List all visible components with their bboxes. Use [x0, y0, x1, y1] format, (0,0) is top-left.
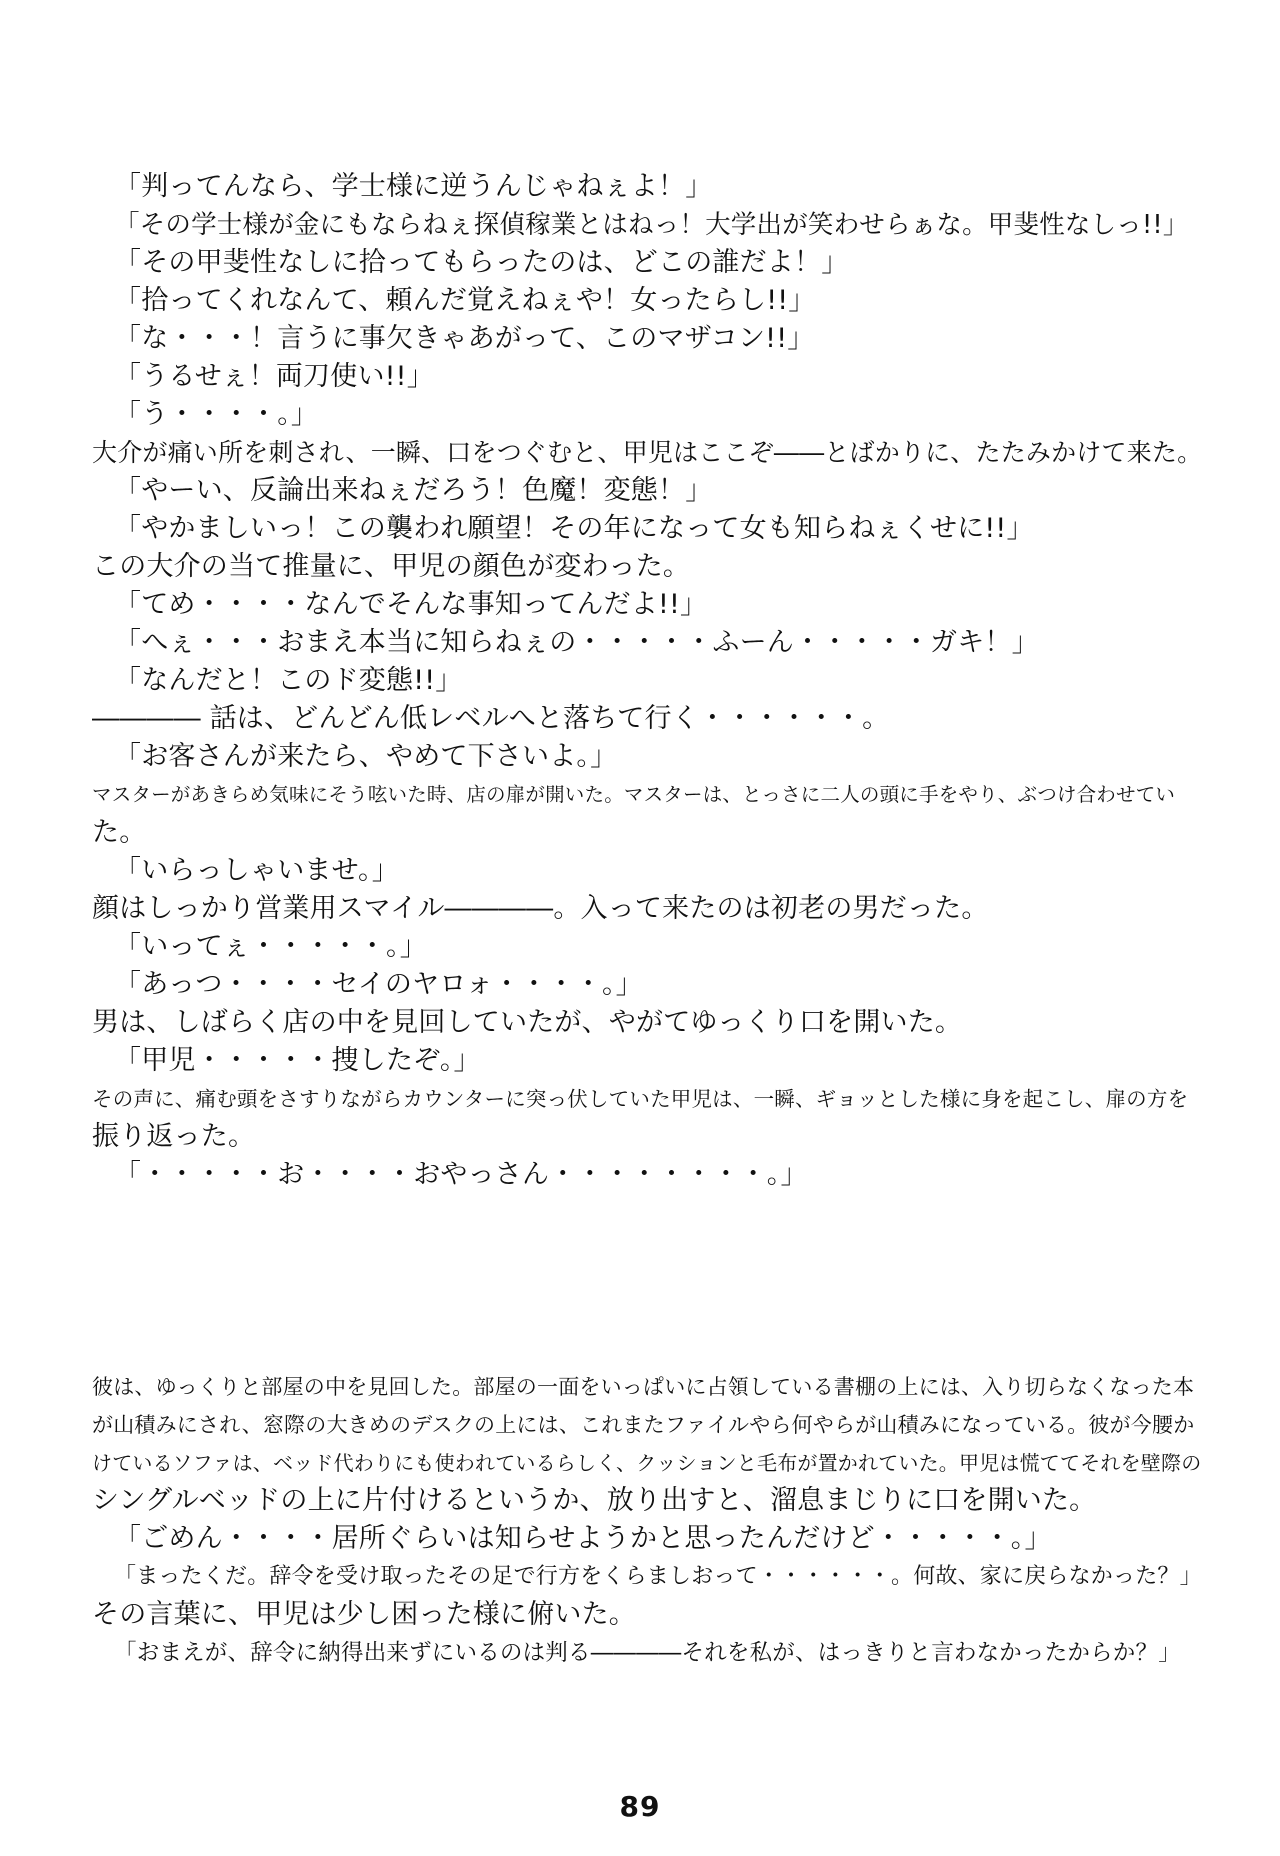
text-line: 振り返った。: [92, 1121, 256, 1152]
text-line: けているソファは、ベッド代わりにも使われているらしく、クッションと毛布が置かれていた。甲児は慌ててそれを壁際の: [92, 1451, 1202, 1475]
text-line: 「てめ・・・・なんでそんな事知ってんだよ!!」: [114, 589, 708, 620]
text-line: その声に、痛む頭をさすりながらカウンターに突っ伏していた甲児は、一瞬、ギョッとした様に身を起こし、扉の方を: [92, 1087, 1189, 1111]
text-line: 「・・・・・お・・・・おやっさん・・・・・・・・。」: [114, 1159, 808, 1190]
text-line: 「へぇ・・・おまえ本当に知らねぇの・・・・・ふーん・・・・・ガキ！」: [114, 627, 1039, 658]
text-line: 「いらっしゃいませ。」: [114, 855, 399, 886]
text-line: 「あっつ・・・・セイのヤロォ・・・・。」: [114, 969, 643, 1000]
text-section-2: [92, 1368, 1202, 1672]
text-line: 彼は、ゆっくりと部屋の中を見回した。部屋の一面をいっぱいに占領している書棚の上には、入り切らなくなった本: [92, 1375, 1195, 1399]
text-line: 「判ってんなら、学士様に逆うんじゃねぇよ！」: [114, 171, 713, 202]
text-line: 「いってぇ・・・・・。」: [114, 931, 427, 962]
text-line: 「う・・・・。」: [114, 399, 319, 430]
text-line: シングルベッドの上に片付けるというか、放り出すと、溜息まじりに口を開いた。: [92, 1485, 1097, 1516]
text-line: 大介が痛い所を刺され、一瞬、口をつぐむと、甲児はここぞ――とばかりに、たたみかけて来た。: [92, 438, 1203, 467]
text-line: 「やかましいっ！この襲われ願望！その年になって女も知らねぇくせに!!」: [114, 513, 1034, 544]
text-line: 「ごめん・・・・居所ぐらいは知らせようかと思ったんだけど・・・・・。」: [114, 1523, 1052, 1554]
text-line: ―――― 話は、どんどん低レベルへと落ちて行く・・・・・・。: [92, 703, 890, 734]
text-line: 「甲児・・・・・捜したぞ。」: [114, 1045, 481, 1076]
text-line: その言葉に、甲児は少し困った様に俯いた。: [92, 1599, 636, 1630]
text-line: 「拾ってくれなんて、頼んだ覚えねぇや！女ったらし!!」: [114, 285, 816, 316]
text-line: 男は、しばらく店の中を見回していたが、やがてゆっくり口を開いた。: [92, 1007, 963, 1038]
text-line: た。: [92, 817, 147, 848]
text-line: この大介の当て推量に、甲児の顔色が変わった。: [92, 551, 691, 582]
text-line: 「その学士様が金にもならねぇ探偵稼業とはねっ！大学出が笑わせらぁな。甲斐性なしっ!!」: [114, 210, 1189, 240]
text-line: 「な・・・！言うに事欠きゃあがって、このマザコン!!」: [114, 323, 815, 354]
text-section-1: [92, 168, 1202, 1194]
page-number: 89: [619, 1790, 661, 1823]
text-line: 「まったくだ。辞令を受け取ったその足で行方をくらましおって・・・・・・。何故、家に戻らなかった？」: [114, 1564, 1202, 1589]
text-line: 「その甲斐性なしに拾ってもらったのは、どこの誰だよ！」: [114, 247, 849, 278]
text-line: 顔はしっかり営業用スマイル――――。入って来たのは初老の男だった。: [92, 893, 989, 924]
text-line: 「なんだと！このド変態!!」: [114, 665, 463, 696]
text-line: 「うるせぇ！両刀使い!!」: [114, 361, 434, 392]
text-line: 「やーい、反論出来ねぇだろう！色魔！変態！」: [114, 475, 713, 506]
text-line: マスターがあきらめ気味にそう呟いた時、店の扉が開いた。マスターは、とっさに二人の頭に手をやり、ぶつけ合わせてい: [92, 783, 1176, 806]
text-line: が山積みにされ、窓際の大きめのデスクの上には、これまたファイルやら何やらが山積みになっている。彼が今腰か: [92, 1413, 1195, 1437]
text-line: 「おまえが、辞令に納得出来ずにいるのは判る――――それを私が、はっきりと言わなかったからか？」: [114, 1640, 1181, 1666]
text-line: 「お客さんが来たら、やめて下さいよ。」: [114, 741, 618, 772]
